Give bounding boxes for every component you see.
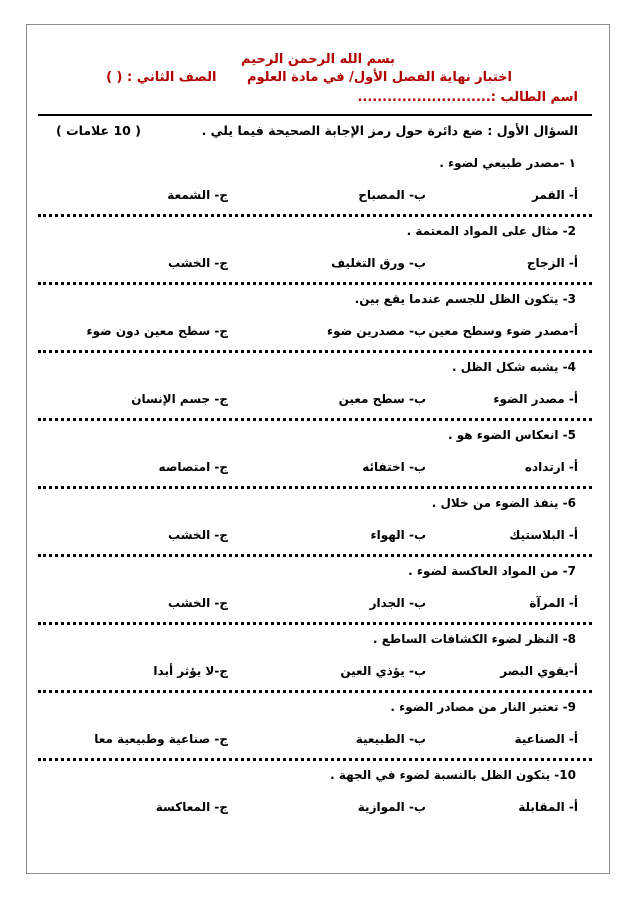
option-b[interactable]: ب- الموازية bbox=[357, 800, 426, 814]
option-c[interactable]: ج- سطح معين دون ضوء bbox=[86, 324, 228, 338]
exam-title: اختبار نهاية الفصل الأول/ في مادة العلوم bbox=[246, 70, 512, 85]
question-text: 10- يتكون الظل بالنسبة لضوء في الجهة . bbox=[330, 768, 576, 782]
option-c[interactable]: ج- المعاكسة bbox=[155, 800, 228, 814]
option-a[interactable]: أ- البلاستيك bbox=[509, 528, 578, 542]
option-a[interactable]: أ- الصناعية bbox=[514, 732, 578, 746]
page-border bbox=[26, 24, 610, 874]
header-divider bbox=[38, 114, 592, 116]
question-text: 4- يشبه شكل الظل . bbox=[451, 360, 576, 374]
option-b[interactable]: ب- سطح معين bbox=[338, 392, 426, 406]
option-a[interactable]: أ- ارتداده bbox=[524, 460, 578, 474]
option-c[interactable]: ج- الشمعة bbox=[167, 188, 228, 202]
option-c[interactable]: ج- صناعية وطبيعية معا bbox=[94, 732, 228, 746]
option-a[interactable]: أ- مصدر الضوء bbox=[493, 392, 578, 406]
dotted-separator bbox=[38, 350, 592, 353]
option-b[interactable]: ب- الهواء bbox=[370, 528, 426, 542]
dotted-separator bbox=[38, 690, 592, 693]
option-c[interactable]: ج- جسم الإنسان bbox=[131, 392, 228, 406]
option-b[interactable]: ب- ورق التغليف bbox=[331, 256, 426, 270]
question-text: 5- انعكاس الضوء هو . bbox=[448, 428, 576, 442]
dotted-separator bbox=[38, 214, 592, 217]
option-a[interactable]: أ-يقوي البصر bbox=[500, 664, 578, 678]
option-c[interactable]: ج- الخشب bbox=[168, 596, 228, 610]
option-a[interactable]: أ- القمر bbox=[531, 188, 578, 202]
question-text: ١ -مصدر طبيعي لضوء . bbox=[439, 156, 576, 170]
question-text: 3- يتكون الظل للجسم عندما يقع بين. bbox=[354, 292, 576, 306]
dotted-separator bbox=[38, 554, 592, 557]
student-name-label: اسم الطالب :........................... bbox=[357, 90, 578, 105]
option-a[interactable]: أ-مصدر ضوء وسطح معين bbox=[428, 324, 578, 338]
section-marks: ( 10 علامات ) bbox=[56, 123, 141, 138]
option-c[interactable]: ج- امتصاصه bbox=[158, 460, 228, 474]
question-text: 9- تعتبر النار من مصادر الضوء . bbox=[390, 700, 576, 714]
option-a[interactable]: أ- المرآة bbox=[529, 596, 578, 610]
dotted-separator bbox=[38, 758, 592, 761]
grade-label: الصف الثاني : ( ) bbox=[106, 70, 217, 85]
dotted-separator bbox=[38, 486, 592, 489]
section-title: السؤال الأول : ضع دائرة حول رمز الإجابة الصحيحة فيما يلي . bbox=[201, 123, 578, 138]
dotted-separator bbox=[38, 282, 592, 285]
option-a[interactable]: أ- المقابلة bbox=[518, 800, 578, 814]
option-c[interactable]: ج- الخشب bbox=[168, 528, 228, 542]
dotted-separator bbox=[38, 418, 592, 421]
question-text: 2- مثال على المواد المعتمة . bbox=[406, 224, 576, 238]
dotted-separator bbox=[38, 622, 592, 625]
question-text: 7- من المواد العاكسة لضوء . bbox=[408, 564, 576, 578]
exam-header-line bbox=[80, 70, 512, 85]
question-text: 8- النظر لضوء الكشافات الساطع . bbox=[372, 632, 576, 646]
option-b[interactable]: ب- الطبيعية bbox=[355, 732, 426, 746]
option-b[interactable]: ب- المصباح bbox=[358, 188, 426, 202]
option-b[interactable]: ب- يؤذي العين bbox=[340, 664, 426, 678]
option-c[interactable]: ج- الخشب bbox=[168, 256, 228, 270]
basmala: بسم الله الرحمن الرحيم bbox=[241, 52, 395, 67]
option-b[interactable]: ب- اختفائه bbox=[362, 460, 426, 474]
option-b[interactable]: ب- الجدار bbox=[369, 596, 426, 610]
option-c[interactable]: ج-لا يؤثر أبدا bbox=[153, 664, 228, 678]
question-text: 6- ينفذ الضوء من خلال . bbox=[431, 496, 576, 510]
option-a[interactable]: أ- الزجاج bbox=[526, 256, 578, 270]
option-b[interactable]: ب- مصدرين ضوء bbox=[326, 324, 426, 338]
